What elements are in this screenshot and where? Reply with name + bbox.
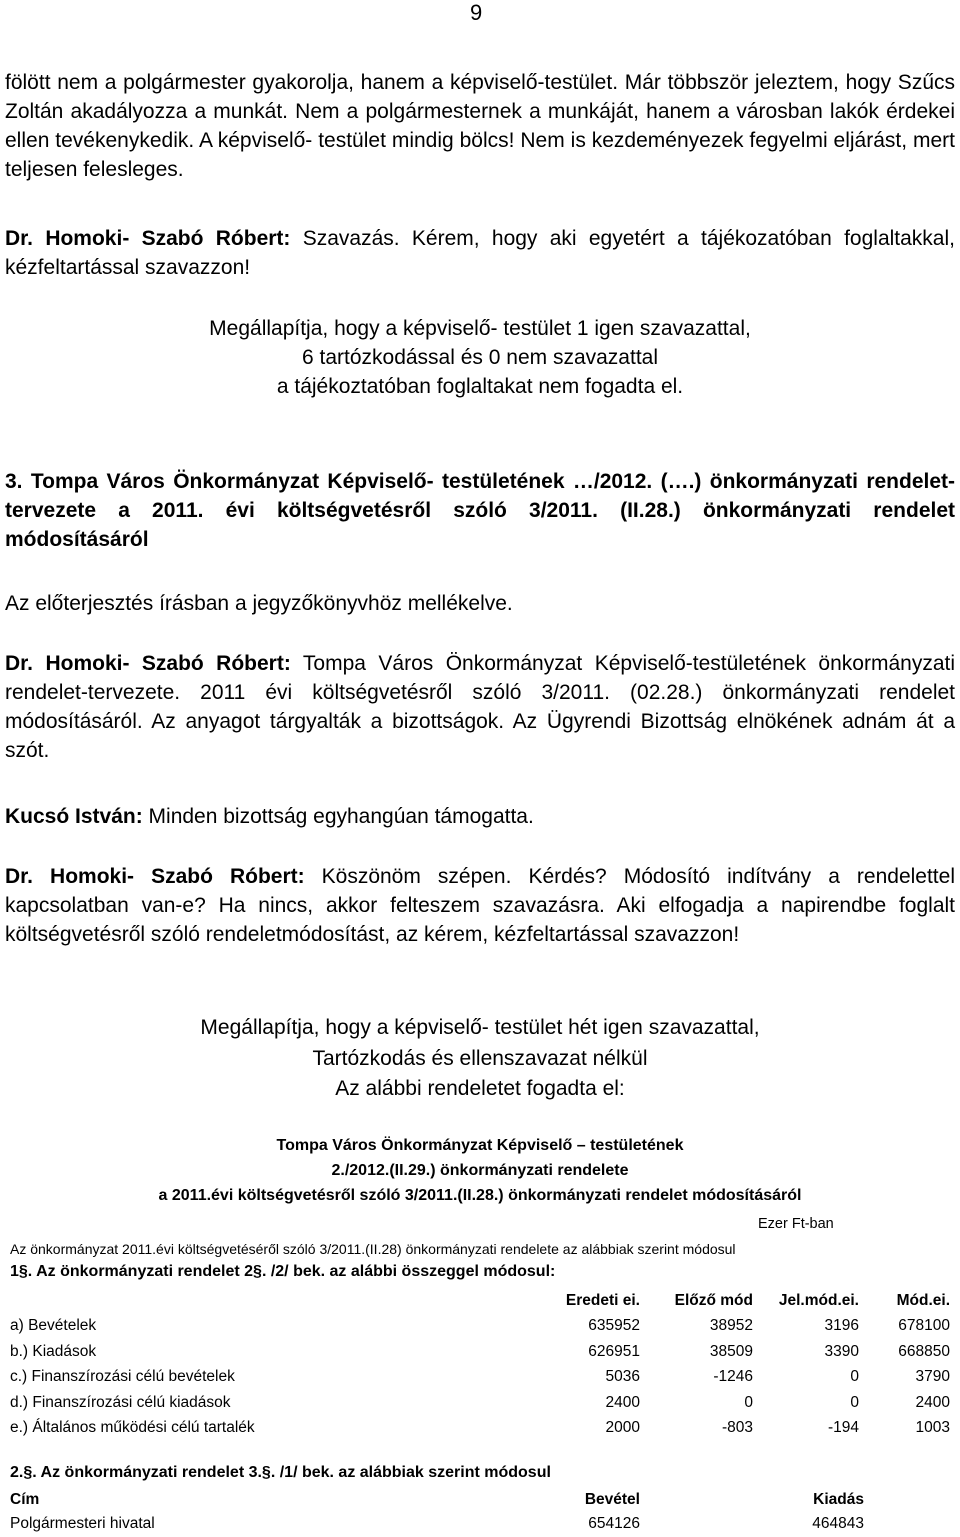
cell-value: 668850	[898, 1342, 950, 1360]
page-number: 9	[470, 0, 483, 25]
decree-title-line-3: a 2011.évi költségvetésről szóló 3/2011.(II.28.) önkormányzati rendelet módosításáról	[158, 1187, 802, 1204]
row-label: d.) Finanszírozási célú kiadások	[10, 1393, 231, 1411]
column-header: Jel.mód.ei.	[778, 1291, 859, 1309]
cell-value: 635952	[588, 1317, 640, 1335]
attachment-note: Az előterjesztés írásban a jegyzőkönyvhöz mellékelve.	[5, 592, 513, 615]
speech-text: Tompa Város Önkormányzat Képviselő-testületének önkormányzati rendelet-tervezete. 2011 évi költségvetésről szóló 3/2011. (02.28.) önkormányzati rendelet módosításáról. Az anyagot tárgyalták a bizottságok. Az Ügyrendi Bizottság elnökének adnám át a szót.	[5, 652, 955, 762]
speaker-name: Dr. Homoki- Szabó Róbert:	[5, 865, 305, 888]
cell-value: 0	[744, 1393, 753, 1411]
speech-text: Szavazás. Kérem, hogy aki egyetért a tájékozatóban foglaltakkal, kézfeltartással szavazzon!	[5, 227, 955, 279]
article-2: 2.§. Az önkormányzati rendelet 3.§. /1/ bek. az alábbiak szerint módosul	[10, 1464, 551, 1481]
paragraph-1: fölött nem a polgármester gyakorolja, hanem a képviselő-testület. Már többször jeleztem, hogy Szűcs Zoltán akadályozza a munkát. Nem a polgármesternek a munkáját, hanem a városban lakók érdekei ellen tevékenykedik. A képviselő- testület mindig bölcs! Nem is kezdeményezek fegyelmi eljárást, mert teljesen felesleges.	[5, 71, 955, 181]
resolution-2-line-2: Tartózkodás és ellenszavazat nélkül	[312, 1047, 648, 1070]
article-1: 1§. Az önkormányzati rendelet 2§. /2/ bek. az alábbi összeggel módosul:	[10, 1263, 556, 1280]
decree-title-line-1: Tompa Város Önkormányzat Képviselő – testületének	[276, 1137, 684, 1154]
budget-title-table	[10, 1488, 864, 1536]
resolution-2-line-3: Az alábbi rendeletet fogadta el:	[335, 1077, 625, 1100]
cell-value: 38509	[709, 1342, 753, 1360]
decree-intro: Az önkormányzat 2011.évi költségvetéséről szóló 3/2011.(II.28) önkormányzati rendelete az alábbiak szerint módosul	[10, 1241, 736, 1257]
table-header-row	[10, 1488, 864, 1512]
row-label: c.) Finanszírozási célú bevételek	[10, 1368, 235, 1386]
cell-value: 678100	[898, 1317, 950, 1335]
cell-value: 2400	[605, 1393, 640, 1411]
cell-value: 2000	[605, 1419, 640, 1437]
resolution-1-line-2: 6 tartózkodással és 0 nem szavazattal	[301, 346, 658, 369]
speaker-name: Dr. Homoki- Szabó Róbert:	[5, 227, 291, 250]
paragraph-4	[5, 802, 955, 831]
cell-value: 38952	[709, 1317, 753, 1335]
resolution-1-line-1: Megállapítja, hogy a képviselő- testület 1 igen szavazattal,	[209, 317, 751, 340]
table-row	[10, 1339, 950, 1365]
unit-label: Ezer Ft-ban	[758, 1216, 834, 1232]
cell-value: 0	[850, 1368, 859, 1386]
cell-value: 3790	[915, 1368, 950, 1386]
paragraph-2	[5, 224, 955, 282]
cell-value: 654126	[588, 1515, 640, 1532]
table-row	[10, 1416, 950, 1442]
column-header: Eredeti ei.	[565, 1291, 640, 1309]
cell-value: 5036	[605, 1368, 640, 1386]
column-header: Mód.ei.	[896, 1291, 950, 1309]
speech-text: Minden bizottság egyhangúan támogatta.	[142, 805, 534, 828]
paragraph-3	[5, 649, 955, 765]
cell-value: 3196	[824, 1317, 859, 1335]
table-header-row	[10, 1288, 950, 1314]
section-3-heading	[5, 467, 955, 554]
speaker-name: Dr. Homoki- Szabó Róbert:	[5, 652, 291, 675]
cell-value: 1003	[915, 1419, 950, 1437]
column-header	[10, 1288, 420, 1314]
table-row	[10, 1314, 950, 1340]
row-label: b.) Kiadások	[10, 1342, 97, 1360]
paragraph-5	[5, 862, 955, 949]
column-header: Cím	[10, 1491, 40, 1508]
cell-value: 464843	[812, 1515, 864, 1532]
speaker-name: Kucsó István:	[5, 805, 143, 828]
amendment-table	[10, 1288, 950, 1441]
resolution-2-line-1: Megállapítja, hogy a képviselő- testület hét igen szavazattal,	[200, 1016, 760, 1039]
column-header: Kiadás	[813, 1491, 864, 1508]
cell-value: 626951	[588, 1342, 640, 1360]
row-label: e.) Általános működési célú tartalék	[10, 1419, 255, 1437]
resolution-1-line-3: a tájékoztatóban foglaltakat nem fogadta el.	[276, 375, 684, 398]
table-row	[10, 1390, 950, 1416]
row-label: Polgármesteri hivatal	[10, 1515, 155, 1532]
decree-title-line-2: 2./2012.(II.29.) önkormányzati rendelete	[331, 1162, 629, 1179]
cell-value: -803	[721, 1419, 753, 1437]
section-3-heading-rest: önkormányzati rendelet módosításáról	[5, 499, 955, 551]
speech-text: Köszönöm szépen. Kérdés? Módosító indítvány a rendelettel kapcsolatban van-e? Ha nincs, akkor felteszem szavazásra. Aki elfogadja a napirendbe foglalt költségvetésről szóló rendeletmódosítást, az kérem, kézfeltartással szavazzon!	[5, 865, 955, 946]
cell-value: 3390	[824, 1342, 859, 1360]
row-label: a) Bevételek	[10, 1317, 97, 1335]
cell-value: 2400	[915, 1393, 950, 1411]
table-row	[10, 1365, 950, 1391]
cell-value: -1246	[713, 1368, 753, 1386]
column-header: Bevétel	[584, 1491, 640, 1508]
table-row	[10, 1512, 864, 1536]
column-header: Előző mód	[674, 1291, 753, 1309]
section-3-heading-bold: 3. Tompa Város Önkormányzat Képviselő- testületének …/2012. (….) önkormányzati rendelet-tervezete a 2011. évi költségvetésről szóló 3/2011. (II.28.)	[5, 470, 955, 522]
cell-value: 0	[850, 1393, 859, 1411]
cell-value: -194	[827, 1419, 859, 1437]
